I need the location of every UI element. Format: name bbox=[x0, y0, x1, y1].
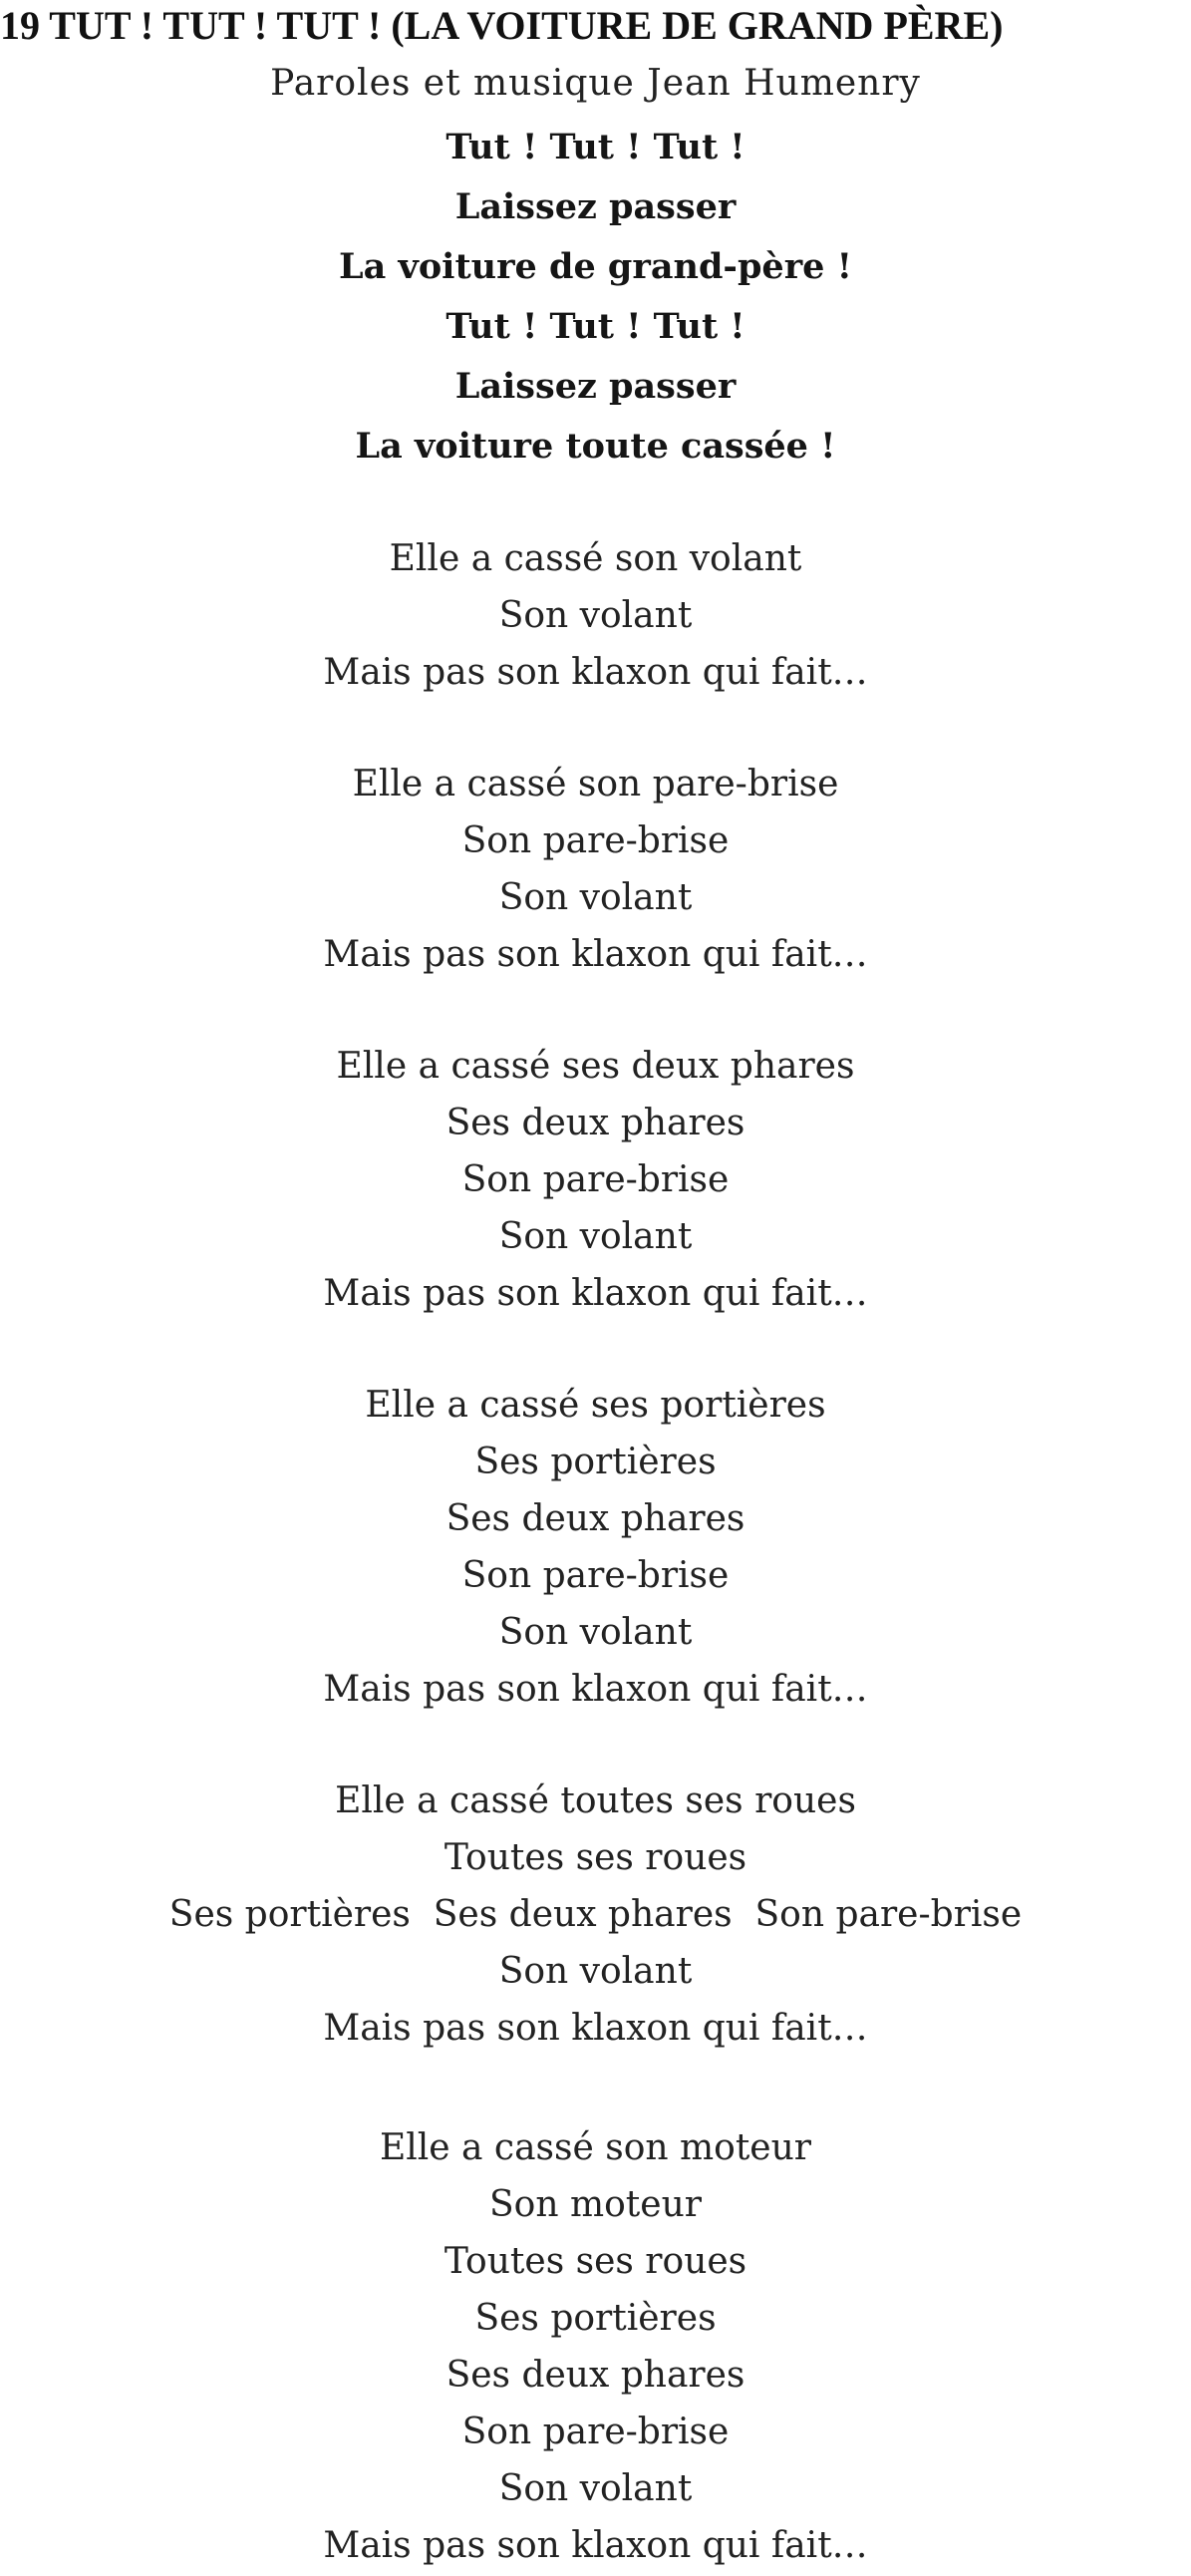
verse-line: Son volant bbox=[498, 1612, 693, 1653]
verse-line: Son pare-brise bbox=[461, 1555, 730, 1596]
verse-line: Mais pas son klaxon qui fait… bbox=[323, 934, 868, 975]
verse-4 bbox=[0, 1377, 1191, 1718]
verse-line: Son pare-brise bbox=[461, 2412, 730, 2452]
verse-line: Toutes ses roues bbox=[444, 1837, 747, 1878]
verse-line: Elle a cassé son volant bbox=[389, 538, 802, 579]
verse-line: Mais pas son klaxon qui fait… bbox=[323, 2525, 868, 2566]
verse-line: Ses portières bbox=[474, 2298, 717, 2339]
chorus-line: La voiture toute cassée ! bbox=[355, 426, 836, 467]
chorus-line: Laissez passer bbox=[454, 366, 737, 407]
verse-line: Mais pas son klaxon qui fait… bbox=[323, 652, 868, 693]
verse-line: Ses deux phares bbox=[446, 1103, 745, 1143]
verse-line: Ses deux phares bbox=[446, 1498, 745, 1539]
verse-line: Elle a cassé toutes ses roues bbox=[335, 1780, 856, 1821]
verse-line: Elle a cassé ses portières bbox=[365, 1385, 826, 1426]
verse-5 bbox=[0, 1772, 1191, 2057]
verse-line: Ses portières bbox=[474, 1442, 717, 1482]
verse-line: Son volant bbox=[498, 1216, 693, 1257]
chorus bbox=[0, 118, 1191, 477]
chorus-line: Tut ! Tut ! Tut ! bbox=[446, 127, 745, 167]
chorus-line: Laissez passer bbox=[454, 186, 737, 227]
verse-line: Mais pas son klaxon qui fait… bbox=[323, 2008, 868, 2049]
verse-line: Ses deux phares bbox=[446, 2355, 745, 2396]
verse-line: Toutes ses roues bbox=[444, 2241, 747, 2282]
verse-6 bbox=[0, 2119, 1191, 2574]
verse-line: Ses portières Ses deux phares Son pare-brise bbox=[168, 1894, 1023, 1935]
verse-line: Mais pas son klaxon qui fait… bbox=[323, 1669, 868, 1710]
verse-line: Son moteur bbox=[489, 2184, 702, 2225]
verse-line: Son volant bbox=[498, 877, 693, 918]
chorus-line: La voiture de grand-père ! bbox=[339, 246, 852, 287]
song-title: 19 TUT ! TUT ! TUT ! (LA VOITURE DE GRAND PÈRE) bbox=[0, 3, 1004, 48]
verse-line: Son volant bbox=[498, 1951, 693, 1992]
chorus-line: Tut ! Tut ! Tut ! bbox=[446, 306, 745, 347]
verse-3 bbox=[0, 1038, 1191, 1322]
verse-line: Elle a cassé ses deux phares bbox=[336, 1046, 855, 1087]
verse-1 bbox=[0, 530, 1191, 701]
verse-line: Son volant bbox=[498, 595, 693, 636]
verse-2 bbox=[0, 756, 1191, 983]
verse-line: Son pare-brise bbox=[461, 820, 730, 861]
song-credits: Paroles et musique Jean Humenry bbox=[270, 63, 921, 104]
verse-line: Elle a cassé son moteur bbox=[379, 2127, 812, 2168]
verse-line: Son volant bbox=[498, 2468, 693, 2509]
verse-line: Elle a cassé son pare-brise bbox=[352, 764, 839, 805]
verse-line: Mais pas son klaxon qui fait… bbox=[323, 1273, 868, 1314]
verse-line: Son pare-brise bbox=[461, 1159, 730, 1200]
